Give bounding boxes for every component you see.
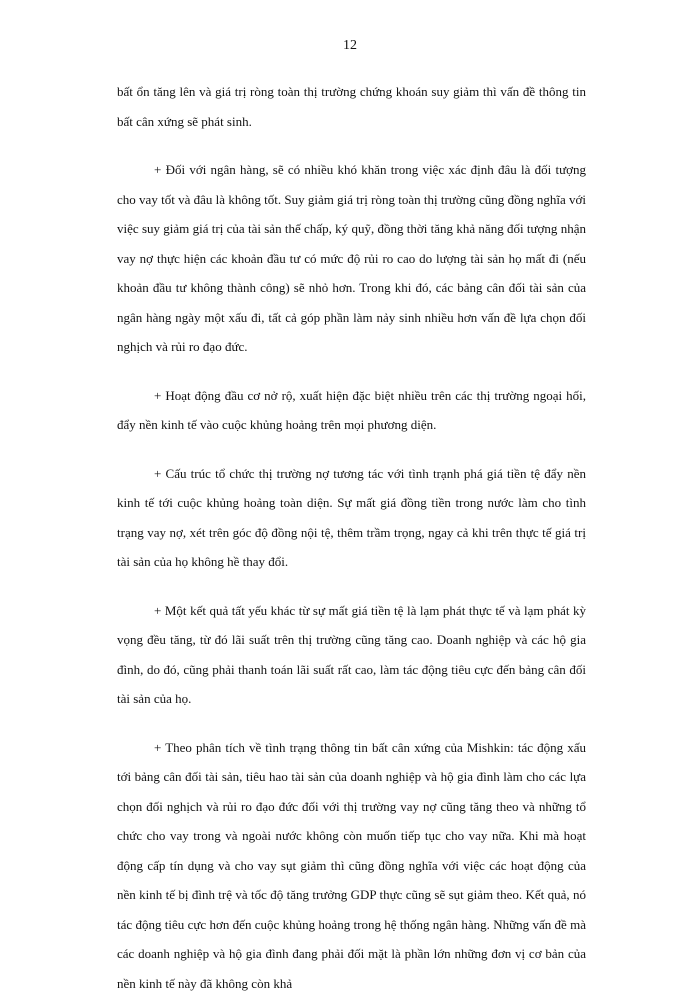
page-number: 12	[0, 38, 700, 54]
paragraph-banks: + Đối với ngân hàng, sẽ có nhiều khó khăn trong việc xác định đâu là đối tượng cho vay tốt và đâu là không tốt. Suy giảm giá trị ròng toàn thị trường cũng đồng nghĩa với việc suy giảm giá trị của tài sản thế chấp, ký quỹ, đồng thời tăng khả năng đối tượng nhận vay nợ thực hiện các khoản đầu tư có mức độ rủi ro cao do lượng tài sản họ mất đi (nếu khoản đầu tư không thành công) sẽ nhỏ hơn. Trong khi đó, các bảng cân đối tài sản của ngân hàng ngày một xấu đi, tất cả góp phần làm nảy sinh nhiều hơn vấn đề lựa chọn đối nghịch và rủi ro đạo đức.	[117, 155, 586, 362]
paragraph-debt-structure: + Cấu trúc tổ chức thị trường nợ tương tác với tình trạnh phá giá tiền tệ đẩy nền kinh tế tới cuộc khủng hoảng toàn diện. Sự mất giá đồng tiền trong nước làm cho tình trạng vay nợ, xét trên góc độ đồng nội tệ, thêm trầm trọng, ngay cả khi trên thực tế giá trị tài sản của họ không hề thay đổi.	[117, 459, 586, 577]
body-text	[117, 77, 586, 998]
paragraph-inflation: + Một kết quả tất yếu khác từ sự mất giá tiền tệ là lạm phát thực tế và lạm phát kỳ vọng đều tăng, từ đó lãi suất trên thị trường cũng tăng cao. Doanh nghiệp và các hộ gia đình, do đó, cũng phải thanh toán lãi suất rất cao, làm tác động tiêu cực đến bảng cân đối tài sản của họ.	[117, 596, 586, 714]
paragraph-continuation: bất ổn tăng lên và giá trị ròng toàn thị trường chứng khoán suy giảm thì vấn đề thông tin bất cân xứng sẽ phát sinh.	[117, 77, 586, 136]
paragraph-mishkin-analysis: + Theo phân tích về tình trạng thông tin bất cân xứng của Mishkin: tác động xấu tới bảng cân đối tài sản, tiêu hao tài sản của doanh nghiệp và hộ gia đình làm cho các lựa chọn đối nghịch và rủi ro đạo đức đối với thị trường vay nợ cũng tăng theo và những tổ chức cho vay trong và ngoài nước không còn muốn tiếp tục cho vay nữa. Khi mà hoạt động cấp tín dụng và cho vay sụt giảm thì cũng đồng nghĩa với việc các hoạt động của nền kinh tế bị đình trệ và tốc độ tăng trưởng GDP thực cũng sẽ sụt giảm theo. Kết quả, nó tác động tiêu cực hơn đến cuộc khủng hoảng trong hệ thống ngân hàng. Những vấn đề mà các doanh nghiệp và hộ gia đình đang phải đối mặt là phần lớn những đơn vị cơ bản của nền kinh tế này đã không còn khả	[117, 733, 586, 998]
paragraph-speculation: + Hoạt động đầu cơ nở rộ, xuất hiện đặc biệt nhiều trên các thị trường ngoại hối, đẩy nền kinh tế vào cuộc khủng hoảng trên mọi phương diện.	[117, 381, 586, 440]
